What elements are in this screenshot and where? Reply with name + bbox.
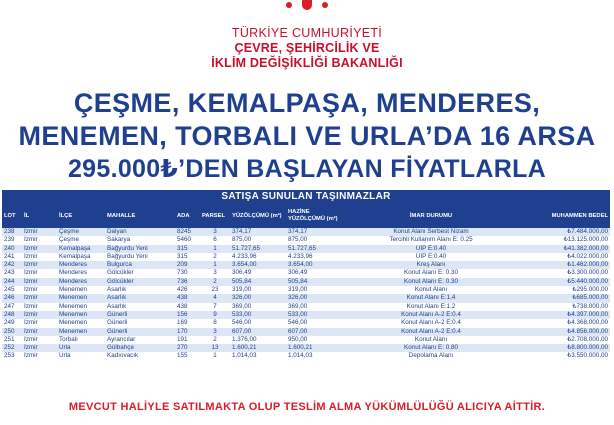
cell-ada: 315 <box>177 244 188 252</box>
cell-parsel: 23 <box>211 286 219 294</box>
cell-hazine-yuzolcumu: 533,00 <box>288 310 308 318</box>
cell-hazine-yuzolcumu: 306,49 <box>288 269 308 277</box>
cell-mahalle: Gölcükler <box>107 269 134 277</box>
cell-muhammen-bedel: ₺5.440.000,00 <box>567 277 608 285</box>
cell-ilce: Menemen <box>59 310 88 318</box>
cell-imar-durumu: Konut Alanı E:1,2 <box>406 302 456 310</box>
cell-ilce: Menderes <box>59 277 88 285</box>
cell-ilce: Menderes <box>59 261 88 269</box>
cell-hazine-yuzolcumu: 319,00 <box>288 286 308 294</box>
cell-parsel: 2 <box>213 335 217 343</box>
cell-mahalle: Sakarya <box>107 236 131 244</box>
cell-il: İzmir <box>24 319 38 327</box>
cell-mahalle: Asarlık <box>107 294 127 302</box>
logo-dot-right <box>322 2 328 8</box>
cell-parsel: 3 <box>213 327 217 335</box>
cell-parsel: 7 <box>213 302 217 310</box>
cell-parsel: 1 <box>213 261 217 269</box>
cell-muhammen-bedel: ₺8.800.000,00 <box>567 344 608 352</box>
cell-ada: 8245 <box>177 228 192 235</box>
cell-muhammen-bedel: ₺41.382.000,00 <box>563 244 608 252</box>
cell-yuzolcumu: 1.376,00 <box>232 335 257 343</box>
cell-hazine-yuzolcumu: 1.014,03 <box>288 352 313 360</box>
headline-line-2: MENEMEN, TORBALI VE URLA’DA 16 ARSA <box>18 121 596 151</box>
cell-hazine-yuzolcumu: 1.600,21 <box>288 344 313 352</box>
cell-mahalle: Bulgurca <box>107 261 132 269</box>
cell-ilce: Kemalpaşa <box>59 252 91 260</box>
cell-ada: 156 <box>177 310 188 318</box>
properties-table-section <box>2 190 610 361</box>
header-muhammen-bedel: MUHAMMEN BEDEL <box>551 212 608 219</box>
cell-mahalle: Günerli <box>107 327 128 335</box>
properties-table <box>2 204 610 361</box>
cell-il: İzmir <box>24 244 38 252</box>
cell-muhammen-bedel: ₺4.856.000,00 <box>567 327 608 335</box>
table-row <box>2 236 610 244</box>
cell-imar-durumu: UİP E:0.40 <box>415 252 447 260</box>
headline-line-3: 295.000₺’DEN BAŞLAYAN FİYATLARLA <box>67 155 547 183</box>
cell-imar-durumu: Konut Alanı <box>414 286 448 294</box>
logo-emblem <box>302 0 312 10</box>
table-row <box>2 286 610 294</box>
table-row <box>2 336 610 344</box>
header-mahalle: MAHALLE <box>107 212 136 219</box>
cell-mahalle: Gülbahçe <box>107 344 134 352</box>
cell-lot: 240 <box>4 244 15 252</box>
cell-ilce: Torbalı <box>59 335 78 343</box>
cell-parsel: 2 <box>213 277 217 285</box>
cell-hazine-yuzolcumu: 326,00 <box>288 294 308 302</box>
cell-il: İzmir <box>24 228 38 235</box>
cell-imar-durumu: Konut Alanı Serbest Nizam <box>393 228 469 235</box>
cell-yuzolcumu: 875,00 <box>232 236 252 244</box>
cell-il: İzmir <box>24 261 38 269</box>
logo-dot-left <box>286 2 292 8</box>
cell-il: İzmir <box>24 277 38 285</box>
cell-lot: 253 <box>4 352 15 360</box>
cell-muhammen-bedel: ₺738.000,00 <box>572 302 608 310</box>
cell-parsel: 8 <box>213 319 217 327</box>
cell-muhammen-bedel: ₺1.462.000,00 <box>567 261 608 269</box>
cell-hazine-yuzolcumu: 4.233,96 <box>288 252 313 260</box>
table-row <box>2 261 610 269</box>
table-body <box>2 228 610 361</box>
cell-ada: 169 <box>177 319 188 327</box>
cell-lot: 249 <box>4 319 15 327</box>
cell-mahalle: Asarlık <box>107 302 127 310</box>
header-lot: LOT <box>4 212 16 219</box>
cell-il: İzmir <box>24 352 38 360</box>
cell-imar-durumu: Konut Alanı <box>414 335 448 343</box>
cell-imar-durumu: Konut Alanı E: 0.80 <box>404 344 458 352</box>
cell-lot: 238 <box>4 228 15 235</box>
cell-parsel: 1 <box>213 244 217 252</box>
cell-hazine-yuzolcumu: 546,00 <box>288 319 308 327</box>
cell-parsel: 4 <box>213 294 217 302</box>
header-hazine-yuzolcumu: HAZİNE YÜZÖLÇÜMÜ (m²) <box>288 209 338 222</box>
table-header-row <box>2 204 610 228</box>
cell-imar-durumu: Konut Alanı A-2 E:0.4 <box>401 310 461 318</box>
cell-imar-durumu: Konut Alanı E: 0.30 <box>404 269 458 277</box>
cell-yuzolcumu: 505,84 <box>232 277 252 285</box>
cell-il: İzmir <box>24 327 38 335</box>
cell-yuzolcumu: 4.233,96 <box>232 252 257 260</box>
cell-ada: 426 <box>177 286 188 294</box>
cell-parsel: 13 <box>211 344 219 352</box>
cell-muhammen-bedel: ₺295.000,00 <box>572 286 608 294</box>
cell-ada: 209 <box>177 261 188 269</box>
cell-yuzolcumu: 3.654,00 <box>232 261 257 269</box>
ministry-line-3: İKLİM DEĞİŞİKLİĞİ BAKANLIĞI <box>211 56 403 70</box>
cell-il: İzmir <box>24 294 38 302</box>
cell-ada: 5460 <box>177 236 192 244</box>
cell-ilce: Menemen <box>59 286 88 294</box>
cell-ilce: Çeşme <box>59 236 79 244</box>
headline-line-1: ÇEŞME, KEMALPAŞA, MENDERES, <box>73 88 541 118</box>
cell-muhammen-bedel: ₺3.300.000,00 <box>567 269 608 277</box>
cell-imar-durumu: Konut Alanı A-2 E:0.4 <box>401 327 461 335</box>
cell-yuzolcumu: 1.014,03 <box>232 352 257 360</box>
cell-il: İzmir <box>24 310 38 318</box>
header-yuzolcumu: YÜZÖLÇÜMÜ (m²) <box>232 212 282 219</box>
cell-parsel: 2 <box>213 252 217 260</box>
cell-lot: 242 <box>4 261 15 269</box>
cell-hazine-yuzolcumu: 369,00 <box>288 302 308 310</box>
cell-yuzolcumu: 51.727,65 <box>232 244 261 252</box>
cell-muhammen-bedel: ₺3.550.000,00 <box>567 352 608 360</box>
cell-lot: 244 <box>4 277 15 285</box>
table-row <box>2 253 610 261</box>
header-imar-durumu: İMAR DURUMU <box>409 212 453 219</box>
cell-imar-durumu: Kreş Alanı <box>416 261 446 269</box>
table-row <box>2 328 610 336</box>
cell-ada: 315 <box>177 252 188 260</box>
cell-hazine-yuzolcumu: 607,00 <box>288 327 308 335</box>
cell-ilce: Menderes <box>59 269 88 277</box>
cell-lot: 239 <box>4 236 15 244</box>
cell-ada: 438 <box>177 294 188 302</box>
cell-lot: 250 <box>4 327 15 335</box>
table-row <box>2 311 610 319</box>
cell-ilce: Urla <box>59 352 71 360</box>
table-title: SATIŞA SUNULAN TAŞINMAZLAR <box>2 190 610 204</box>
header-ada: ADA <box>177 212 190 219</box>
cell-muhammen-bedel: ₺4.022.000,00 <box>567 252 608 260</box>
header-il: İL <box>24 212 30 219</box>
cell-ada: 438 <box>177 302 188 310</box>
cell-il: İzmir <box>24 252 38 260</box>
cell-lot: 246 <box>4 294 15 302</box>
footer-notice: MEVCUT HALİYLE SATILMAKTA OLUP TESLİM ALMA YÜKÜMLÜLÜĞÜ ALICIYA AİTTİR. <box>68 401 546 413</box>
cell-muhammen-bedel: ₺4.368.000,00 <box>567 319 608 327</box>
cell-ilce: Kemalpaşa <box>59 244 91 252</box>
cell-ada: 170 <box>177 327 188 335</box>
ministry-line-2: ÇEVRE, ŞEHİRCİLİK VE <box>234 41 380 55</box>
cell-ilce: Menemen <box>59 327 88 335</box>
table-row <box>2 245 610 253</box>
cell-imar-durumu: Konut Alanı E:1,4 <box>406 294 456 302</box>
ministry-logo <box>0 0 614 22</box>
cell-lot: 243 <box>4 269 15 277</box>
table-row <box>2 278 610 286</box>
cell-yuzolcumu: 374,17 <box>232 228 252 235</box>
cell-muhammen-bedel: ₺2.708.000,00 <box>567 335 608 343</box>
cell-mahalle: Bağyurdu Yeni <box>107 244 148 252</box>
cell-ada: 155 <box>177 352 188 360</box>
cell-hazine-yuzolcumu: 505,84 <box>288 277 308 285</box>
cell-ada: 270 <box>177 344 188 352</box>
table-row <box>2 228 610 236</box>
cell-mahalle: Kadıovacık <box>107 352 139 360</box>
cell-il: İzmir <box>24 302 38 310</box>
cell-hazine-yuzolcumu: 875,00 <box>288 236 308 244</box>
cell-parsel: 6 <box>213 236 217 244</box>
cell-hazine-yuzolcumu: 51.727,65 <box>288 244 317 252</box>
cell-hazine-yuzolcumu: 3.654,00 <box>288 261 313 269</box>
cell-hazine-yuzolcumu: 950,00 <box>288 335 308 343</box>
cell-lot: 241 <box>4 252 15 260</box>
cell-lot: 252 <box>4 344 15 352</box>
cell-muhammen-bedel: ₺7.484.000,00 <box>567 228 608 235</box>
cell-il: İzmir <box>24 269 38 277</box>
cell-mahalle: Asarlık <box>107 286 127 294</box>
cell-imar-durumu: Konut Alanı A-2 E:0.4 <box>401 319 461 327</box>
header-parsel: PARSEL <box>202 212 226 219</box>
cell-yuzolcumu: 1.600,21 <box>232 344 257 352</box>
cell-yuzolcumu: 326,00 <box>232 294 252 302</box>
cell-yuzolcumu: 533,00 <box>232 310 252 318</box>
table-row <box>2 319 610 327</box>
cell-mahalle: Dalyan <box>107 228 127 235</box>
cell-yuzolcumu: 369,00 <box>232 302 252 310</box>
cell-yuzolcumu: 319,00 <box>232 286 252 294</box>
cell-mahalle: Ayrancılar <box>107 335 136 343</box>
header-ilce: İLÇE <box>59 212 73 219</box>
cell-hazine-yuzolcumu: 374,17 <box>288 228 308 235</box>
ministry-name <box>0 26 614 71</box>
table-row <box>2 344 610 352</box>
table-row <box>2 294 610 302</box>
cell-mahalle: Gölcükler <box>107 277 134 285</box>
cell-il: İzmir <box>24 236 38 244</box>
cell-lot: 247 <box>4 302 15 310</box>
cell-muhammen-bedel: ₺4.397.000,00 <box>567 310 608 318</box>
cell-ilce: Menemen <box>59 294 88 302</box>
cell-il: İzmir <box>24 344 38 352</box>
cell-muhammen-bedel: ₺13.125.000,00 <box>563 236 608 244</box>
cell-mahalle: Bağyurdu Yeni <box>107 252 148 260</box>
table-row <box>2 352 610 360</box>
cell-ilce: Menemen <box>59 319 88 327</box>
cell-imar-durumu: UİP E:0.40 <box>415 244 447 252</box>
cell-imar-durumu: Konut Alanı E: 0.30 <box>404 277 458 285</box>
ministry-line-1: TÜRKİYE CUMHURİYETİ <box>231 26 383 40</box>
cell-il: İzmir <box>24 335 38 343</box>
cell-lot: 251 <box>4 335 15 343</box>
cell-parsel: 9 <box>213 310 217 318</box>
cell-parsel: 1 <box>213 352 217 360</box>
cell-ilce: Urla <box>59 344 71 352</box>
cell-lot: 245 <box>4 286 15 294</box>
cell-imar-durumu: Tercihli Kullanım Alanı E: 0.25 <box>389 236 473 244</box>
cell-ilce: Menemen <box>59 302 88 310</box>
cell-il: İzmir <box>24 286 38 294</box>
cell-yuzolcumu: 607,00 <box>232 327 252 335</box>
table-row <box>2 303 610 311</box>
cell-yuzolcumu: 546,00 <box>232 319 252 327</box>
cell-ilce: Çeşme <box>59 228 79 235</box>
cell-lot: 248 <box>4 310 15 318</box>
cell-muhammen-bedel: ₺685.000,00 <box>572 294 608 302</box>
cell-ada: 191 <box>177 335 188 343</box>
cell-parsel: 3 <box>213 269 217 277</box>
cell-parsel: 3 <box>213 228 217 235</box>
cell-mahalle: Günerli <box>107 319 128 327</box>
cell-ada: 730 <box>177 269 188 277</box>
cell-mahalle: Günerli <box>107 310 128 318</box>
cell-yuzolcumu: 306,49 <box>232 269 252 277</box>
table-row <box>2 269 610 277</box>
cell-ada: 736 <box>177 277 188 285</box>
cell-imar-durumu: Depolama Alanı <box>408 352 454 360</box>
